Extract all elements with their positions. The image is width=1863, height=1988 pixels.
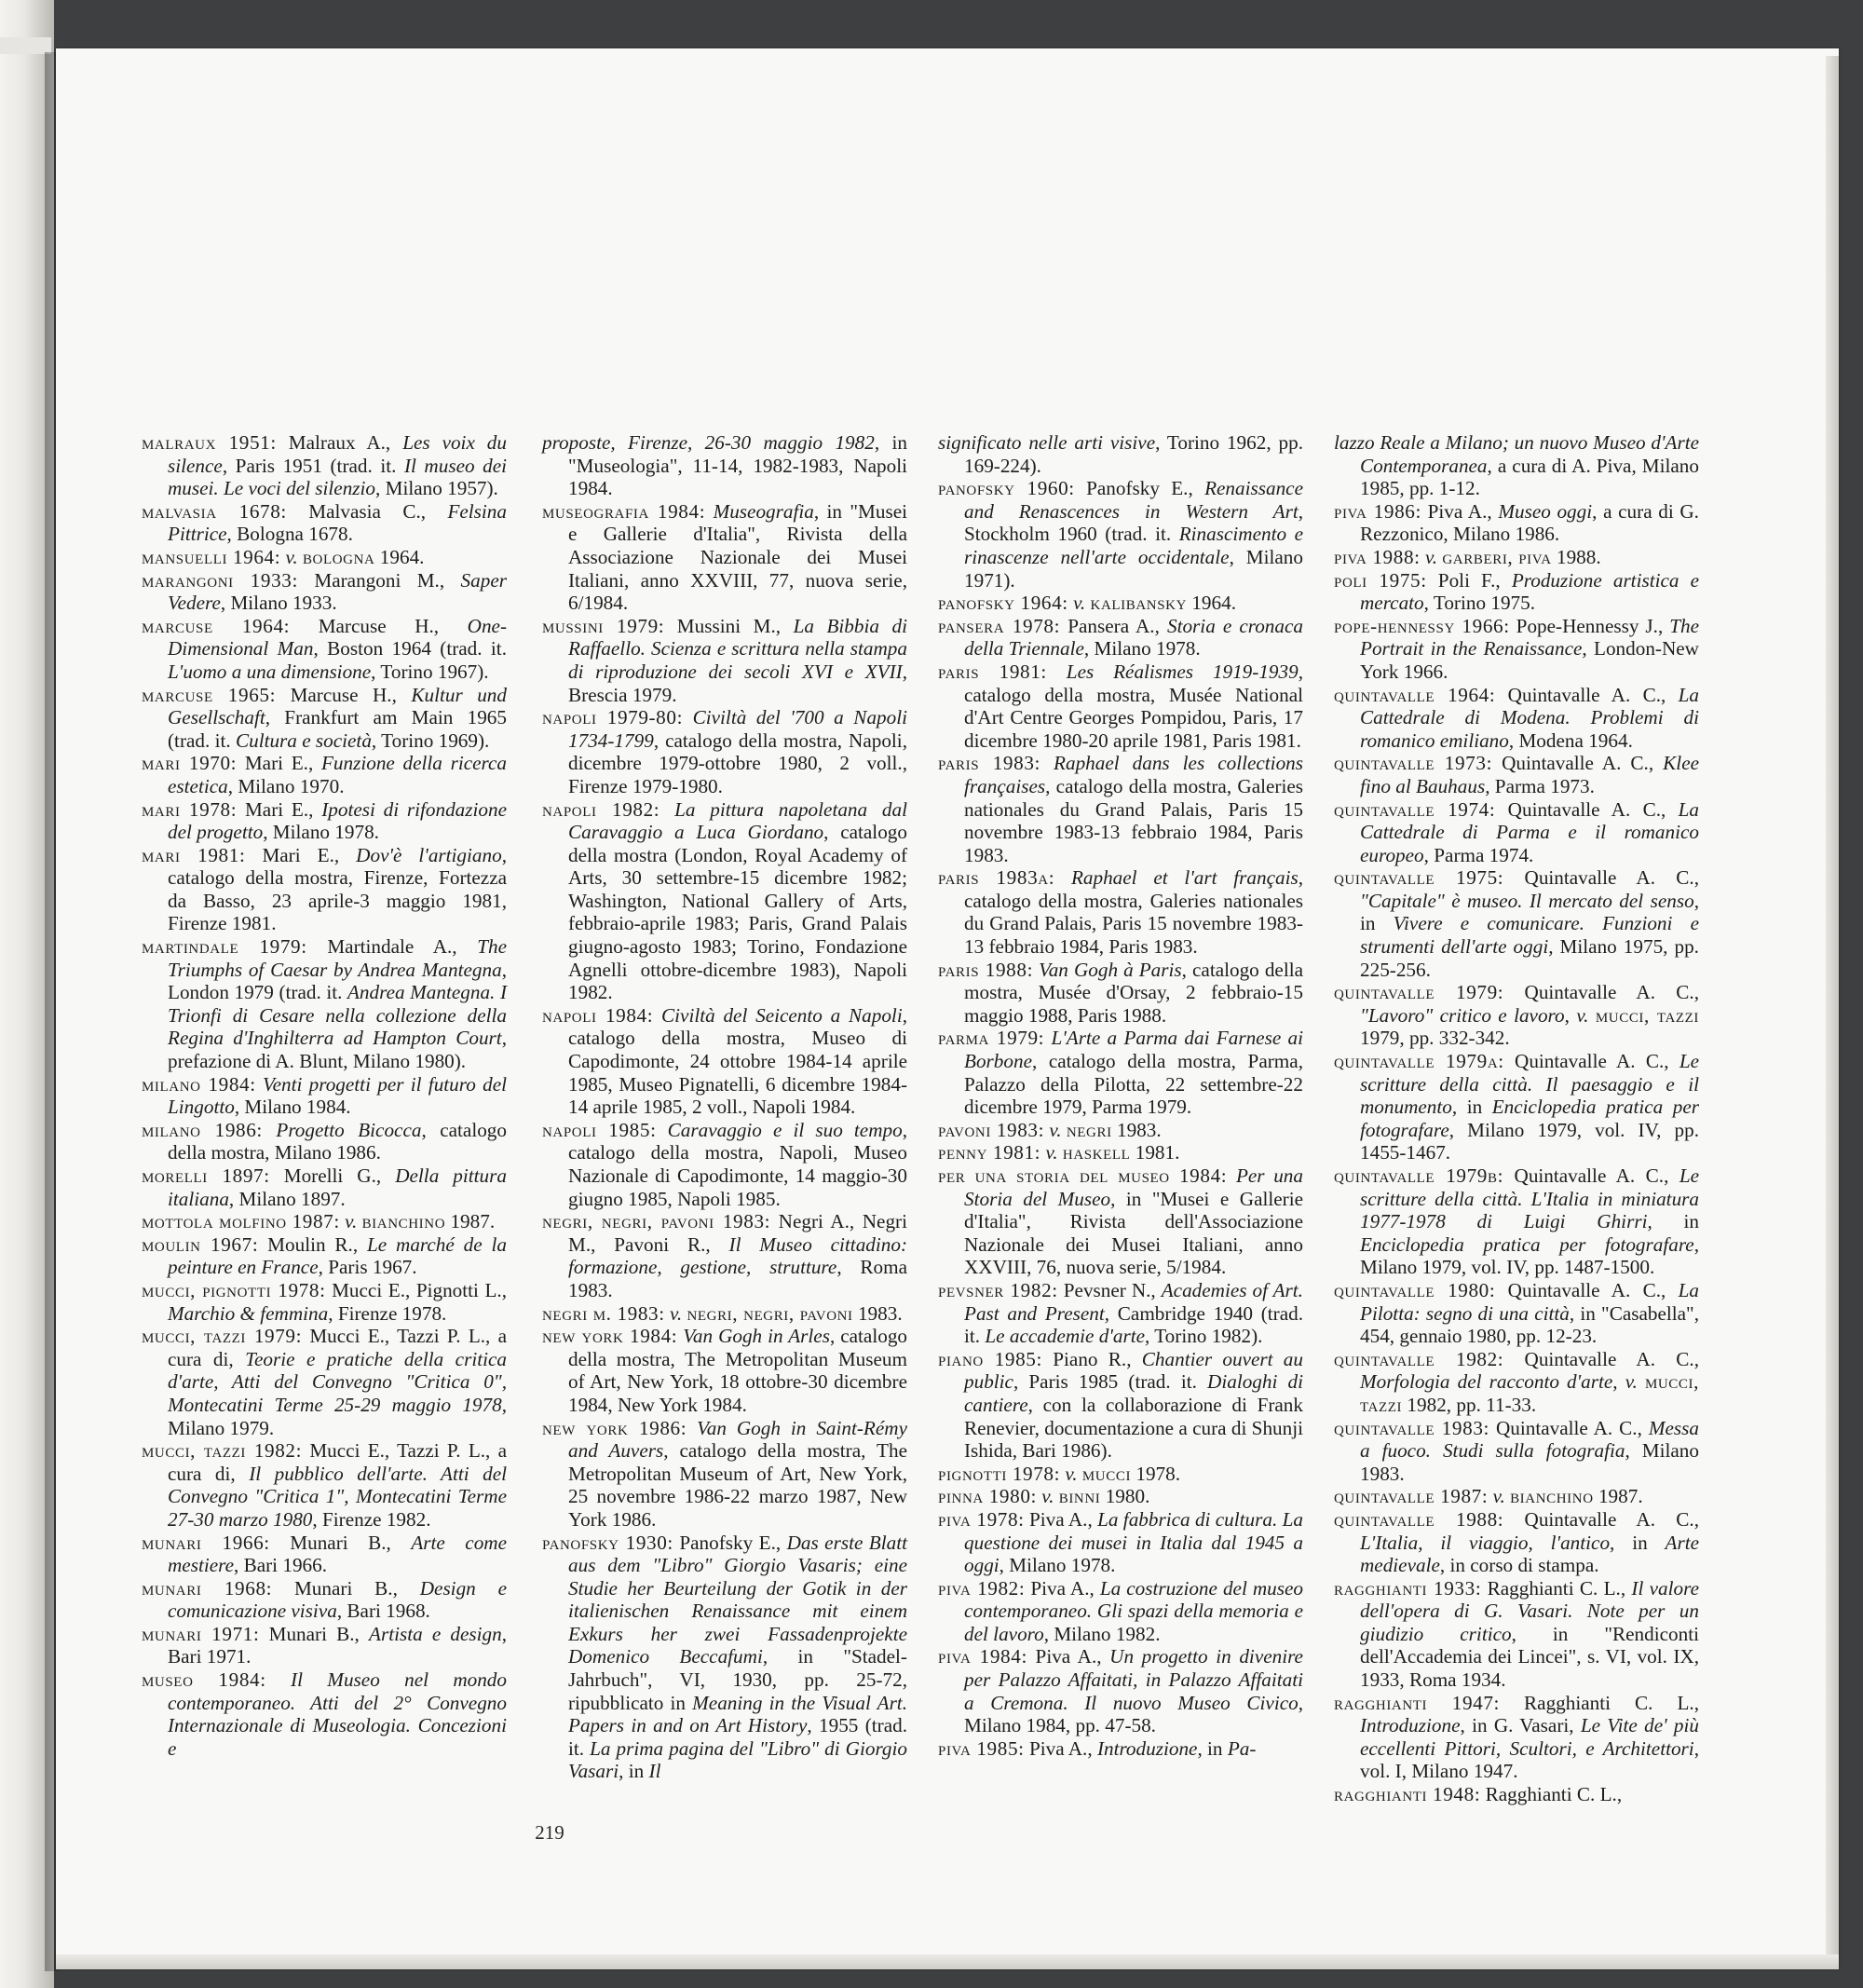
- bibliography-entry: [938, 1463, 1303, 1486]
- entry-text: Pevsner N., Academies of Art. Past and Present, Cambridge 1940 (trad. it. Le accademie d'arte, Torino 1982).: [964, 1278, 1304, 1348]
- page-edge-bottom: [56, 1954, 1839, 1969]
- bibliography-entry: [1334, 1050, 1699, 1164]
- entry-key: mottola molfino 1987:: [142, 1210, 340, 1233]
- entry-text: Il Museo nel mondo contemporaneo. Atti del 2° Convegno Internazionale di Museologia. Concezioni e: [168, 1668, 507, 1760]
- entry-text: Morelli G., Della pittura italiana, Milano 1897.: [168, 1164, 507, 1210]
- entry-key: piva 1978:: [938, 1507, 1025, 1531]
- entry-key: quintavalle 1979:: [1334, 981, 1504, 1004]
- entry-key: per una storia del museo 1984:: [938, 1164, 1228, 1187]
- bibliography-entry: [142, 1279, 507, 1325]
- entry-text: Civiltà del Seicento a Napoli, catalogo della mostra, Museo di Capodimonte, 24 ottobre 1984-14 aprile 1985, Museo Pignatelli, 6 dicembre 1984-14 aprile 1985, 2 voll., Napoli 1984.: [568, 1003, 908, 1119]
- bibliography-entry: [542, 1004, 907, 1119]
- entry-key: munari 1971:: [142, 1622, 260, 1645]
- bibliography-entry: [1334, 431, 1699, 500]
- entry-text: La pittura napoletana dal Caravaggio a Luca Giordano, catalogo della mostra (London, Royal Academy of Arts, 30 settembre-15 dicembre 1982; Washington, National Gallery of Arts, febbraio-aprile 1983; Paris, Grand Palais giugno-agosto 1983; Torino, Fondazione Agnelli ottobre-dicembre 1983), Napoli 1982.: [568, 797, 907, 1004]
- entry-key: marcuse 1964:: [142, 614, 291, 637]
- entry-key: piano 1985:: [938, 1347, 1042, 1370]
- bibliography-entry: [542, 1302, 907, 1326]
- entry-text: Munari B., Artista e design, Bari 1971.: [168, 1622, 507, 1668]
- entry-text: Panofsky E., Das erste Blatt aus dem "Libro" Giorgio Vasaris; eine Studie her Beurteilung der Gotik in der italienischen Renaissance mit einem Exkurs her zwei Fassadenprojekte Domenico Beccafumi, in "Stadel-Jahrbuch", VI, 1930, pp. 25-72, ripubblicato in Meaning in the Visual Art. Papers in and on Art History, 1955 (trad. it. La prima pagina del "Libro" di Giorgio Vasari, in Il: [568, 1531, 907, 1783]
- entry-text: Piva A., La fabbrica di cultura. La questione dei musei in Italia dal 1945 a oggi, Milano 1978.: [964, 1507, 1303, 1577]
- bibliography-entry: [142, 500, 507, 546]
- entry-key: quintavalle 1973:: [1334, 752, 1493, 775]
- entry-key: mucci, tazzi 1979:: [142, 1325, 303, 1348]
- bibliography-entry: [938, 1027, 1303, 1118]
- entry-key: quintavalle 1975:: [1334, 866, 1504, 890]
- entry-text: Mucci E., Tazzi P. L., a cura di, Il pubblico dell'arte. Atti del Convegno "Critica 1", Montecatini Terme 27-30 marzo 1980, Firenze 1982.: [168, 1439, 507, 1531]
- entry-text: v. bianchino 1987.: [345, 1210, 496, 1233]
- entry-key: pansera 1978:: [938, 614, 1061, 637]
- entry-key: pope-hennessy 1966:: [1334, 614, 1510, 637]
- entry-key: quintavalle 1974:: [1334, 797, 1496, 821]
- bibliography-entry: [938, 1737, 1303, 1761]
- entry-text: Mucci E., Pignotti L., Marchio & femmina, Firenze 1978.: [168, 1278, 507, 1325]
- bibliography-entry: [938, 959, 1303, 1028]
- entry-text: Mussini M., La Bibbia di Raffaello. Scienza e scrittura nella stampa di riproduzione dei secoli XVI e XVII, Brescia 1979.: [568, 614, 907, 706]
- bibliography-entry: [938, 1279, 1303, 1348]
- entry-key: mari 1981:: [142, 843, 246, 866]
- entry-key: pinna 1980:: [938, 1485, 1037, 1508]
- bibliography-entry: [142, 1210, 507, 1233]
- entry-key: martindale 1979:: [142, 935, 307, 959]
- bibliography-entry: [142, 798, 507, 844]
- bibliography-entry: [1334, 546, 1699, 569]
- entry-key: new york 1986:: [542, 1416, 687, 1439]
- entry-text: Negri A., Negri M., Pavoni R., Il Museo cittadino: formazione, gestione, strutture, Roma 1983.: [568, 1210, 908, 1301]
- bibliography-entry: [938, 1119, 1303, 1142]
- bibliography-entry: [1334, 615, 1699, 684]
- entry-text: Quintavalle A. C., La Cattedrale di Modena. Problemi di romanico emiliano, Modena 1964.: [1360, 683, 1699, 752]
- entry-text: Per una Storia del Museo, in "Musei e Gallerie d'Italia", Rivista dell'Associazione Nazionale dei Musei Italiani, anno XXVIII, 76, nuova serie, 5/1984.: [964, 1164, 1304, 1279]
- entry-key: mari 1978:: [142, 797, 238, 821]
- bibliography-entry: [142, 1532, 507, 1577]
- bibliography-entry: [142, 546, 507, 569]
- bibliography-entry: [142, 1164, 507, 1210]
- entry-text: Quintavalle A. C., "Lavoro" critico e lavoro, v. mucci, tazzi 1979, pp. 332-342.: [1360, 981, 1700, 1050]
- bibliography-entry: [142, 1233, 507, 1279]
- bibliography-entry: [938, 592, 1303, 615]
- bibliography-entry: [142, 431, 507, 500]
- bibliography-entry: [938, 615, 1303, 660]
- bibliography-entry: [938, 1485, 1303, 1508]
- entry-text: Quintavalle A. C., L'Italia, il viaggio, l'antico, in Arte medievale, in corso di stampa.: [1360, 1507, 1699, 1577]
- entry-key: museo 1984:: [142, 1668, 266, 1692]
- bibliography-entry: [542, 1210, 907, 1301]
- entry-key: napoli 1985:: [542, 1118, 657, 1141]
- facing-page-top: [0, 37, 51, 54]
- bibliography-entry: [542, 431, 907, 500]
- entry-text: Quintavalle A. C., "Capitale" è museo. Il mercato del senso, in Vivere e comunicare. Funzioni e strumenti dell'arte oggi, Milano 1975, pp. 225-256.: [1360, 866, 1699, 981]
- bibliography-column-3: [938, 431, 1303, 1760]
- bibliography-entry: [938, 866, 1303, 958]
- bibliography-entry: [1334, 500, 1699, 546]
- entry-key: malraux 1951:: [142, 431, 277, 454]
- entry-text: Munari B., Arte come mestiere, Bari 1966.: [168, 1531, 507, 1577]
- bibliography-entry: [1334, 569, 1699, 615]
- entry-key: quintavalle 1987:: [1334, 1485, 1489, 1508]
- bibliography-entry: [142, 1439, 507, 1531]
- bibliography-entry: [938, 1348, 1303, 1463]
- entry-key: morelli 1897:: [142, 1164, 270, 1187]
- bibliography-entry: [1334, 1783, 1699, 1806]
- entry-text: Munari B., Design e comunicazione visiva, Bari 1968.: [168, 1576, 507, 1623]
- entry-text: Van Gogh à Paris, catalogo della mostra, Musée d'Orsay, 2 febbraio-15 maggio 1988, Paris 1988.: [964, 958, 1303, 1027]
- entry-text: Quintavalle A. C., La Pilotta: segno di una città, in "Casabella", 454, gennaio 1980, pp. 12-23.: [1360, 1278, 1699, 1348]
- entry-key: milano 1984:: [142, 1072, 256, 1096]
- bibliography-entry: [938, 431, 1303, 477]
- entry-text: Piva A., Museo oggi, a cura di G. Rezzonico, Milano 1986.: [1360, 499, 1699, 546]
- entry-key: munari 1968:: [142, 1576, 273, 1600]
- entry-key: paris 1988:: [938, 958, 1034, 981]
- entry-text: Les Réalismes 1919-1939, catalogo della mostra, Musée National d'Art Centre Georges Pompidou, Paris, 17 dicembre 1980-20 aprile 1981, Paris 1981.: [964, 660, 1303, 752]
- entry-text: Van Gogh in Arles, catalogo della mostra, The Metropolitan Museum of Art, New York, 18 ottobre-30 dicembre 1984, New York 1984.: [568, 1325, 908, 1416]
- bibliography-entry: [142, 1073, 507, 1119]
- entry-text: v. bianchino 1987.: [1492, 1485, 1643, 1508]
- entry-key: museografia 1984:: [542, 499, 706, 523]
- bibliography-entry: [1334, 1164, 1699, 1279]
- bibliography-entry: [542, 1532, 907, 1784]
- entry-key: mansuelli 1964:: [142, 545, 281, 568]
- entry-key: napoli 1982:: [542, 797, 660, 821]
- entry-key: pignotti 1978:: [938, 1462, 1061, 1485]
- entry-text: Civiltà del '700 a Napoli 1734-1799, catalogo della mostra, Napoli, dicembre 1979-ottobre 1980, 2 voll., Firenze 1979-1980.: [568, 706, 907, 797]
- bibliography-entry: [542, 615, 907, 706]
- entry-text: Malvasia C., Felsina Pittrice, Bologna 1678.: [168, 499, 507, 546]
- entry-key: ragghianti 1948:: [1334, 1783, 1481, 1806]
- entry-text: Quintavalle A. C., Klee fino al Bauhaus, Parma 1973.: [1360, 752, 1699, 797]
- bibliography-entry: [542, 798, 907, 1004]
- entry-text: Martindale A., The Triumphs of Caesar by Andrea Mantegna, London 1979 (trad. it. Andrea Mantegna. I Trionfi di Cesare nella collezione della Regina d'Inghilterra ad Hampton Court, prefazione di A. Blunt, Milano 1980).: [168, 935, 507, 1073]
- bibliography-entry: [938, 1508, 1303, 1577]
- bibliography-entry: [1334, 1348, 1699, 1417]
- page-edge-right: [1826, 56, 1839, 1966]
- entry-key: malvasia 1678:: [142, 499, 287, 523]
- bibliography-column-2: [542, 431, 907, 1783]
- entry-key: panofsky 1964:: [938, 592, 1068, 615]
- entry-text: Progetto Bicocca, catalogo della mostra, Milano 1986.: [168, 1118, 507, 1164]
- entry-key: quintavalle 1980:: [1334, 1278, 1496, 1301]
- entry-key: negri, negri, pavoni 1983:: [542, 1210, 771, 1233]
- entry-text: Marcuse H., One-Dimensional Man, Boston 1964 (trad. it. L'uomo a una dimensione, Torino 1967).: [168, 614, 507, 683]
- bibliography-entry: [142, 1325, 507, 1439]
- entry-text: proposte, Firenze, 26-30 maggio 1982, in "Museologia", 11-14, 1982-1983, Napoli 1984.: [542, 431, 907, 500]
- entry-text: v. binni 1980.: [1041, 1485, 1150, 1508]
- bibliography-entry: [142, 935, 507, 1073]
- entry-text: Ragghianti C. L., Introduzione, in G. Vasari, Le Vite de' più eccellenti Pittori, Scultori, e Architettori, vol. I, Milano 1947.: [1360, 1691, 1699, 1783]
- entry-text: Malraux A., Les voix du silence, Paris 1951 (trad. it. Il museo dei musei. Le voci del silenzio, Milano 1957).: [168, 431, 507, 500]
- entry-text: Caravaggio e il suo tempo, catalogo della mostra, Napoli, Museo Nazionale di Capodimonte, 14 maggio-30 giugno 1985, Napoli 1985.: [568, 1118, 907, 1210]
- entry-text: Quintavalle A. C., La Cattedrale di Parma e il romanico europeo, Parma 1974.: [1360, 797, 1699, 866]
- entry-text: Raphael et l'art français, catalogo della mostra, Galeries nationales du Grand Palais, Paris 15 novembre 1983-13 febbraio 1984, Paris 1983.: [964, 866, 1304, 959]
- entry-key: mucci, pignotti 1978:: [142, 1278, 326, 1301]
- bibliography-column-4: [1334, 431, 1699, 1806]
- entry-key: mussini 1979:: [542, 614, 665, 637]
- entry-key: paris 1983a:: [938, 866, 1055, 890]
- entry-text: Piano R., Chantier ouvert au public, Paris 1985 (trad. it. Dialoghi di cantiere, con la collaborazione di Frank Renevier, documentazione a cura di Shunji Ishida, Bari 1986).: [964, 1347, 1303, 1463]
- entry-text: Mari E., Funzione della ricerca estetica, Milano 1970.: [168, 752, 507, 797]
- bibliography-entry: [142, 1623, 507, 1668]
- entry-text: Pansera A., Storia e cronaca della Triennale, Milano 1978.: [964, 614, 1303, 660]
- entry-text: Quintavalle A. C., Morfologia del racconto d'arte, v. mucci, tazzi 1982, pp. 11-33.: [1360, 1347, 1700, 1416]
- bibliography-entry: [1334, 1417, 1699, 1486]
- entry-key: mari 1970:: [142, 752, 238, 775]
- bibliography-entry: [142, 569, 507, 615]
- bibliography-entry: [938, 477, 1303, 592]
- entry-key: poli 1975:: [1334, 568, 1427, 592]
- entry-text: Pope-Hennessy J., The Portrait in the Renaissance, London-New York 1966.: [1360, 614, 1699, 683]
- entry-key: negri m. 1983:: [542, 1301, 665, 1325]
- entry-text: Moulin R., Le marché de la peinture en France, Paris 1967.: [168, 1232, 507, 1279]
- bibliography-entry: [1334, 1577, 1699, 1692]
- entry-key: piva 1984:: [938, 1645, 1027, 1668]
- entry-text: Quintavalle A. C., Le scritture della città. Il paesaggio e il monumento, in Enciclopedia pratica per fotografare, Milano 1979, vol. IV, pp. 1455-1467.: [1360, 1050, 1700, 1164]
- entry-key: quintavalle 1983:: [1334, 1416, 1489, 1439]
- entry-text: Mari E., Dov'è l'artigiano, catalogo della mostra, Firenze, Fortezza da Basso, 23 aprile-3 maggio 1981, Firenze 1981.: [168, 843, 507, 935]
- bibliography-entry: [938, 1645, 1303, 1736]
- entry-key: ragghianti 1933:: [1334, 1576, 1482, 1600]
- entry-key: pevsner 1982:: [938, 1278, 1058, 1301]
- bibliography-entry: [142, 1577, 507, 1623]
- entry-text: Raphael dans les collections françaises, catalogo della mostra, Galeries nationales du Grand Palais, Paris 15 novembre 1983-13 febbraio 1984, Paris 1983.: [964, 752, 1303, 866]
- entry-text: v. negri 1983.: [1049, 1118, 1162, 1141]
- entry-key: quintavalle 1979b:: [1334, 1164, 1504, 1187]
- entry-text: Van Gogh in Saint-Rémy and Auvers, catalogo della mostra, The Metropolitan Museum of Art, New York, 25 novembre 1986-22 marzo 1987, New York 1986.: [568, 1416, 907, 1531]
- entry-text: Marangoni M., Saper Vedere, Milano 1933.: [168, 568, 507, 615]
- entry-text: Venti progetti per il futuro del Lingotto, Milano 1984.: [168, 1072, 507, 1119]
- page-number: 219: [535, 1821, 564, 1844]
- bibliography-entry: [142, 752, 507, 797]
- entry-text: v. haskell 1981.: [1045, 1141, 1180, 1164]
- entry-text: v. negri, negri, pavoni 1983.: [670, 1301, 903, 1325]
- bibliography-entry: [938, 1577, 1303, 1646]
- entry-text: Piva A., La costruzione del museo contemporaneo. Gli spazi della memoria e del lavoro, Milano 1982.: [964, 1576, 1303, 1645]
- entry-key: panofsky 1960:: [938, 477, 1075, 500]
- entry-text: v. mucci 1978.: [1065, 1462, 1181, 1485]
- entry-key: penny 1981:: [938, 1141, 1041, 1164]
- bibliography-entry: [938, 1164, 1303, 1279]
- entry-key: piva 1988:: [1334, 545, 1421, 568]
- entry-key: mucci, tazzi 1982:: [142, 1439, 303, 1463]
- bibliography-entry: [1334, 866, 1699, 981]
- entry-text: v. kalibansky 1964.: [1073, 592, 1236, 615]
- entry-text: Mucci E., Tazzi P. L., a cura di, Teorie e pratiche della critica d'arte, Atti del Convegno "Critica 0", Montecatini Terme 25-29 maggio 1978, Milano 1979.: [168, 1325, 507, 1439]
- entry-key: milano 1986:: [142, 1118, 263, 1141]
- bibliography-entry: [142, 1119, 507, 1164]
- entry-key: panofsky 1930:: [542, 1531, 673, 1554]
- bibliography-entry: [542, 500, 907, 615]
- bibliography-entry: [142, 615, 507, 684]
- bibliography-entry: [938, 1141, 1303, 1164]
- entry-key: piva 1986:: [1334, 499, 1421, 523]
- entry-text: Poli F., Produzione artistica e mercato, Torino 1975.: [1360, 568, 1699, 615]
- entry-key: moulin 1967:: [142, 1232, 259, 1256]
- entry-key: napoli 1984:: [542, 1003, 654, 1027]
- entry-text: v. bologna 1964.: [285, 545, 425, 568]
- bibliography-entry: [1334, 981, 1699, 1050]
- entry-key: pavoni 1983:: [938, 1118, 1045, 1141]
- bibliography-entry: [938, 660, 1303, 752]
- entry-text: lazzo Reale a Milano; un nuovo Museo d'Arte Contemporanea, a cura di A. Piva, Milano 1985, pp. 1-12.: [1334, 431, 1699, 500]
- entry-text: Ragghianti C. L., Il valore dell'opera di G. Vasari. Note per un giudizio critico, in "Rendiconti dell'Accademia dei Lincei", s. VI, vol. IX, 1933, Roma 1934.: [1360, 1576, 1699, 1692]
- entry-key: paris 1983:: [938, 752, 1041, 775]
- entry-key: ragghianti 1947:: [1334, 1691, 1501, 1714]
- bibliography-entry: [542, 1119, 907, 1210]
- entry-text: v. garberi, piva 1988.: [1424, 545, 1601, 568]
- entry-text: Mari E., Ipotesi di rifondazione del progetto, Milano 1978.: [168, 797, 508, 844]
- bibliography-column-1: [142, 431, 507, 1760]
- entry-text: Piva A., Un progetto in divenire per Palazzo Affaitati, in Palazzo Affaitati a Cremona. Il nuovo Museo Civico, Milano 1984, pp. 47-58.: [964, 1645, 1303, 1737]
- bibliography-entry: [1334, 1279, 1699, 1348]
- bibliography-entry: [1334, 1485, 1699, 1508]
- entry-text: Museografia, in "Musei e Gallerie d'Italia", Rivista della Associazione Nazionale dei Musei Italiani, anno XXVIII, 77, nuova serie, 6/1984.: [568, 499, 907, 615]
- entry-key: parma 1979:: [938, 1027, 1045, 1050]
- bibliography-entry: [542, 706, 907, 797]
- entry-text: Ragghianti C. L.,: [1480, 1783, 1623, 1806]
- bibliography-entry: [542, 1417, 907, 1532]
- entry-key: new york 1984:: [542, 1325, 678, 1348]
- bibliography-entry: [142, 1668, 507, 1760]
- entry-key: marangoni 1933:: [142, 568, 298, 592]
- bibliography-entry: [1334, 684, 1699, 753]
- entry-text: Marcuse H., Kultur und Gesellschaft, Frankfurt am Main 1965 (trad. it. Cultura e società, Torino 1969).: [168, 683, 507, 752]
- entry-key: munari 1966:: [142, 1531, 270, 1554]
- bibliography-entry: [1334, 1508, 1699, 1577]
- bibliography-entry: [142, 684, 507, 753]
- entry-text: significato nelle arti visive, Torino 1962, pp. 169-224).: [938, 431, 1303, 477]
- entry-key: marcuse 1965:: [142, 683, 277, 706]
- entry-text: Quintavalle A. C., Le scritture della città. L'Italia in miniatura 1977-1978 di Luigi Ghirri, in Enciclopedia pratica per fotografare, Milano 1979, vol. IV, pp. 1487-1500.: [1360, 1164, 1699, 1279]
- entry-text: Piva A., Introduzione, in Pa-: [1024, 1736, 1257, 1760]
- bibliography-entry: [1334, 798, 1699, 867]
- bibliography-entry: [542, 1325, 907, 1416]
- entry-key: quintavalle 1979a:: [1334, 1050, 1504, 1073]
- entry-key: paris 1981:: [938, 660, 1047, 683]
- entry-key: quintavalle 1964:: [1334, 683, 1496, 706]
- entry-key: piva 1982:: [938, 1576, 1026, 1600]
- entry-key: quintavalle 1982:: [1334, 1347, 1504, 1370]
- bibliography-entry: [1334, 752, 1699, 797]
- entry-key: piva 1985:: [938, 1736, 1025, 1760]
- entry-text: L'Arte a Parma dai Farnese ai Borbone, catalogo della mostra, Parma, Palazzo della Pilotta, 22 settembre-22 dicembre 1979, Parma 1979.: [964, 1027, 1304, 1119]
- bibliography-entry: [142, 844, 507, 935]
- entry-key: quintavalle 1988:: [1334, 1507, 1504, 1531]
- bibliography-entry: [1334, 1692, 1699, 1783]
- entry-text: Quintavalle A. C., Messa a fuoco. Studi sulla fotografia, Milano 1983.: [1360, 1416, 1699, 1485]
- bibliography-entry: [938, 752, 1303, 866]
- entry-key: napoli 1979-80:: [542, 706, 684, 729]
- entry-text: Panofsky E., Renaissance and Renascences in Western Art, Stockholm 1960 (trad. it. Rinascimento e rinascenze nell'arte occidentale, Milano 1971).: [964, 477, 1303, 592]
